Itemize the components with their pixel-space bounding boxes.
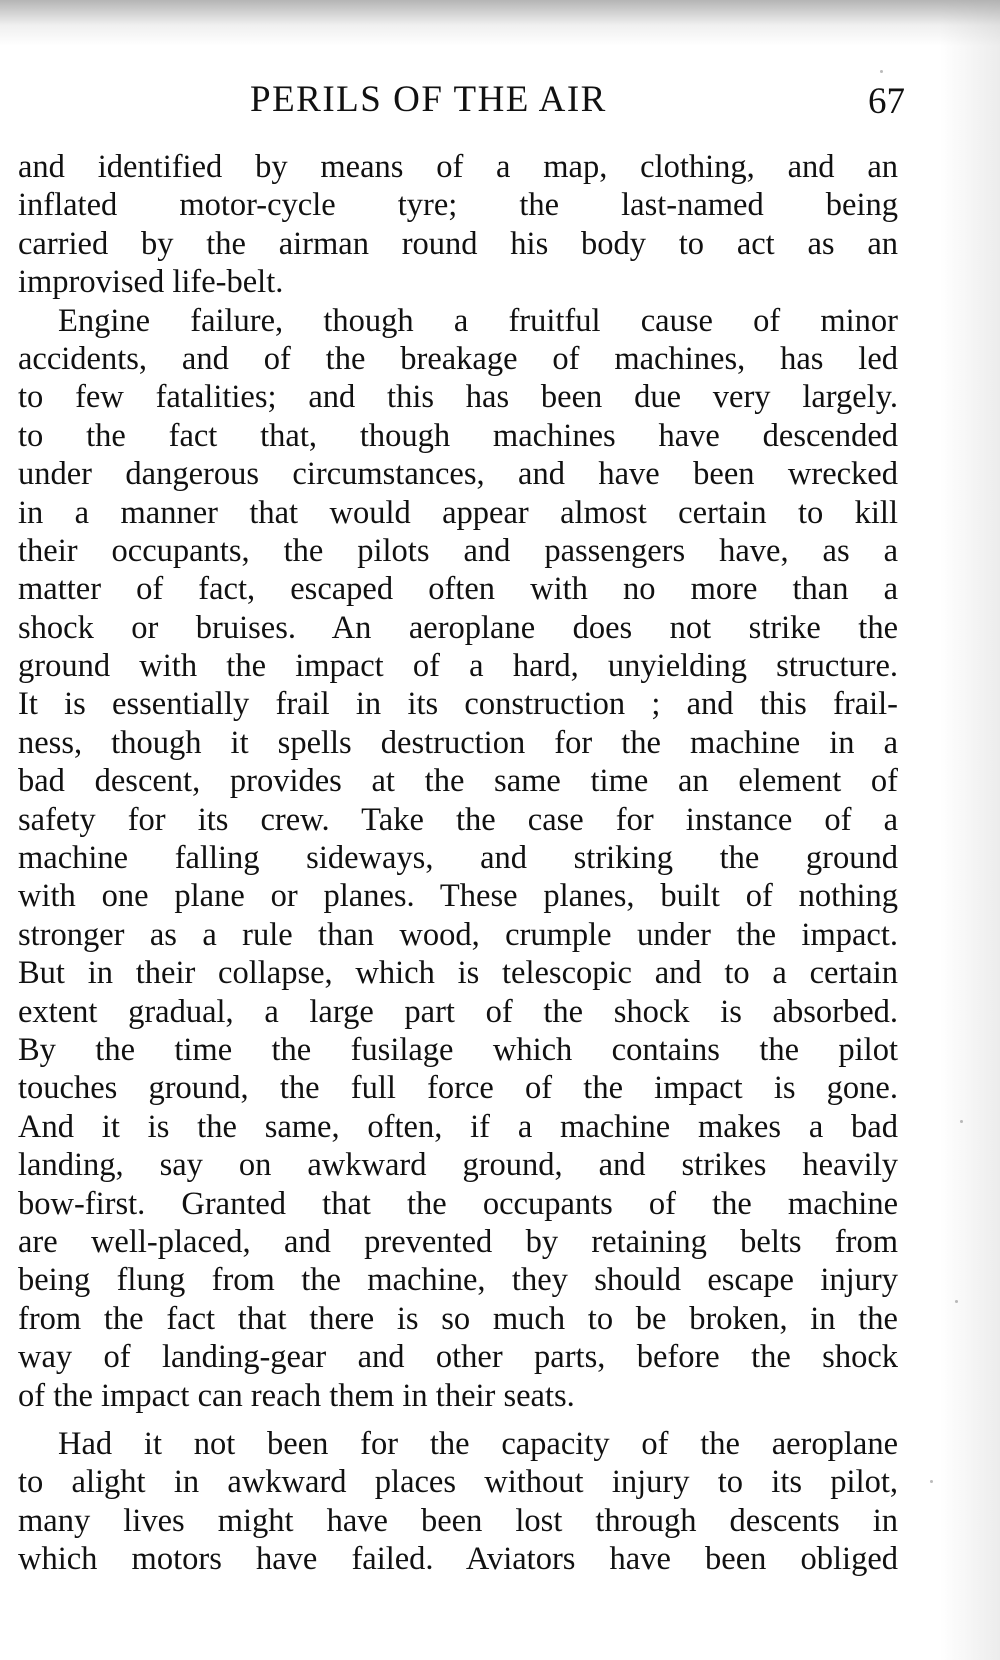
page-number: 67 (868, 81, 905, 122)
text-line: ness, though it spells destruction for the machine in a (18, 724, 898, 761)
text-line: way of landing-gear and other parts, before the shock (18, 1339, 898, 1376)
scan-speck (930, 1480, 933, 1483)
text-line: stronger as a rule than wood, crumple under the impact. (18, 916, 898, 953)
text-line: But in their collapse, which is telescopic and to a certain (18, 955, 898, 992)
body-text (18, 148, 898, 1578)
text-line: bad descent, provides at the same time an element of (18, 763, 898, 800)
text-line: being flung from the machine, they should escape injury (18, 1262, 898, 1299)
text-line: matter of fact, escaped often with no more than a (18, 571, 898, 608)
text-line: to alight in awkward places without injury to its pilot, (18, 1464, 898, 1501)
scan-shadow-right (940, 0, 1000, 1660)
text-line: shock or bruises. An aeroplane does not strike the (18, 609, 898, 646)
paragraph (18, 1425, 898, 1579)
running-title: PERILS OF THE AIR (250, 79, 607, 120)
text-line: carried by the airman round his body to act as an (18, 225, 898, 262)
text-line: extent gradual, a large part of the shock is absorbed. (18, 993, 898, 1030)
text-line: inflated motor-cycle tyre; the last-named being (18, 187, 898, 224)
text-line: to few fatalities; and this has been due very largely. (18, 379, 898, 416)
text-line: And it is the same, often, if a machine makes a bad (18, 1108, 898, 1145)
text-line: landing, say on awkward ground, and strikes heavily (18, 1147, 898, 1184)
text-line: many lives might have been lost through descents in (18, 1502, 898, 1539)
text-line: from the fact that there is so much to be broken, in the (18, 1300, 898, 1337)
text-line: By the time the fusilage which contains the pilot (18, 1031, 898, 1068)
text-line: their occupants, the pilots and passengers have, as a (18, 532, 898, 569)
text-line: with one plane or planes. These planes, built of nothing (18, 878, 898, 915)
paragraph-gap (18, 1415, 898, 1425)
text-line: under dangerous circumstances, and have been wrecked (18, 456, 898, 493)
text-line: It is essentially frail in its construction ; and this frail- (18, 686, 898, 723)
text-line: Engine failure, though a fruitful cause of minor (58, 302, 898, 339)
running-head (0, 78, 1000, 128)
paragraph (18, 302, 898, 1415)
paragraph (18, 148, 898, 302)
text-line: in a manner that would appear almost certain to kill (18, 494, 898, 531)
text-line: improvised life-belt. (18, 264, 284, 301)
text-line: which motors have failed. Aviators have been obliged (18, 1541, 898, 1578)
text-line: of the impact can reach them in their seats. (18, 1377, 575, 1414)
scan-speck (880, 70, 883, 73)
scan-shadow-top (0, 0, 1000, 46)
text-line: accidents, and of the breakage of machines, has led (18, 340, 898, 377)
text-line: machine falling sideways, and striking the ground (18, 840, 898, 877)
text-line: bow-first. Granted that the occupants of the machine (18, 1185, 898, 1222)
text-line: Had it not been for the capacity of the aeroplane (58, 1425, 898, 1462)
text-line: to the fact that, though machines have descended (18, 417, 898, 454)
text-line: are well-placed, and prevented by retaining belts from (18, 1223, 898, 1260)
scan-speck (955, 1300, 958, 1303)
text-line: and identified by means of a map, clothing, and an (18, 149, 898, 185)
text-line: touches ground, the full force of the impact is gone. (18, 1070, 898, 1107)
scan-speck (960, 1120, 963, 1123)
text-line: ground with the impact of a hard, unyielding structure. (18, 648, 898, 685)
text-line: safety for its crew. Take the case for instance of a (18, 801, 898, 838)
